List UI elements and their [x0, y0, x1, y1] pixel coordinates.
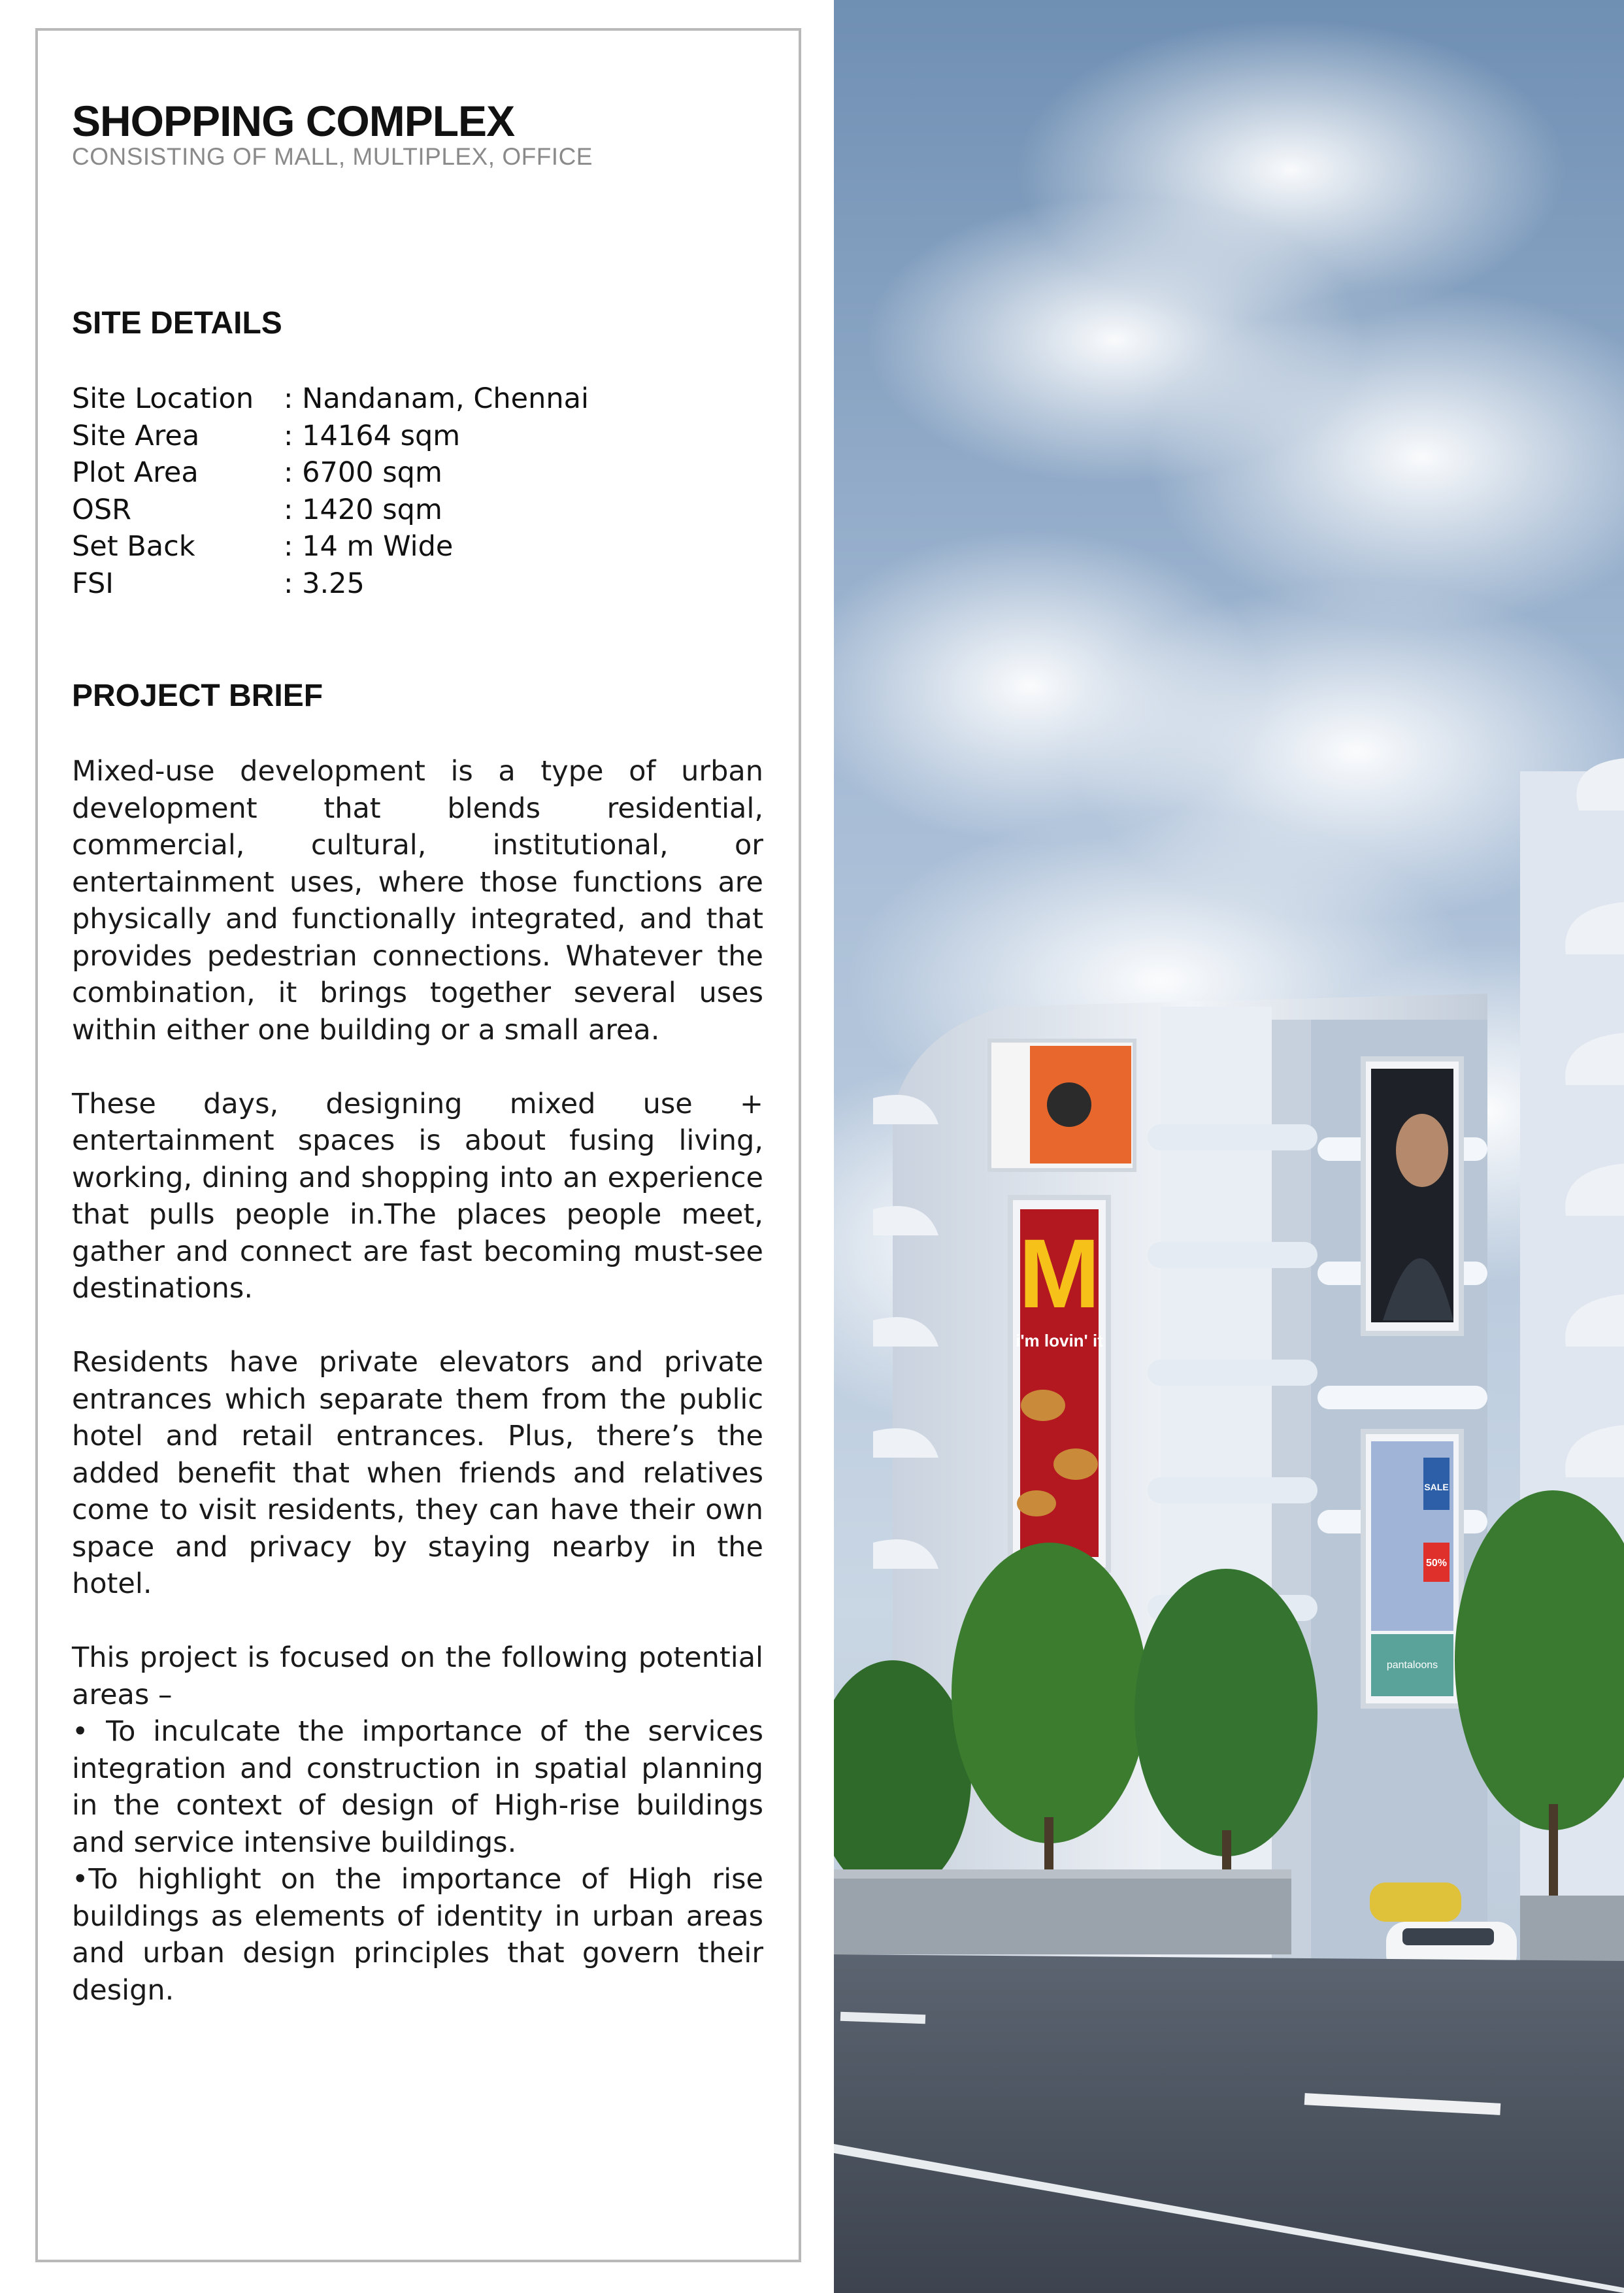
- mcdonalds-billboard: [1010, 1197, 1108, 1570]
- fsi-row: [72, 565, 725, 603]
- focus-bullet: • To inculcate the importance of the services integration and construction in spatial planning in the context of design of High-rise buildings and service intensive buildings.: [72, 1715, 763, 1859]
- detail-label: Plot Area: [72, 456, 199, 489]
- sale-label: SALE: [1424, 1482, 1449, 1492]
- detail-value: : 14 m Wide: [284, 530, 454, 563]
- brief-paragraph: Mixed-use development is a type of urban development that blends residential, commercial, cultural, institutional, or entertainment uses, where those functions are physically and functionally integrated, and that provides pedestrian connections. Whatever the combination, it brings together several uses within either one building or a small area.: [72, 755, 763, 1046]
- rendering-image: [834, 0, 1624, 2293]
- site-details-heading: SITE DETAILS: [72, 306, 282, 341]
- detail-label: OSR: [72, 493, 132, 526]
- mcdonalds-slogan: i'm lovin' it: [1016, 1331, 1103, 1350]
- brief-paragraph: These days, designing mixed use + entertainment spaces is about fusing living, working, dining and shopping into an experience that pulls people in.The places people meet, gather and connect are fast becoming must-see destinations.: [72, 1087, 763, 1305]
- detail-label: FSI: [72, 567, 114, 600]
- mcdonalds-logo: M: [1018, 1218, 1101, 1328]
- detail-value: : 6700 sqm: [284, 456, 442, 489]
- detail-value: : 1420 sqm: [284, 493, 442, 526]
- detail-label: Set Back: [72, 530, 195, 563]
- text-panel: [35, 28, 801, 2262]
- site-location-row: [72, 380, 725, 418]
- project-brief-body: [72, 753, 763, 2009]
- store-name: pantaloons: [1386, 1660, 1438, 1671]
- project-brief-heading: PROJECT BRIEF: [72, 678, 323, 713]
- site-details-table: [72, 380, 725, 602]
- set-back-row: [72, 528, 725, 565]
- detail-value: : 3.25: [284, 567, 365, 600]
- detail-value: : 14164 sqm: [284, 419, 461, 452]
- plot-area-row: [72, 454, 725, 492]
- page-title: SHOPPING COMPLEX: [72, 97, 515, 145]
- pantaloons-billboard: [1363, 1431, 1461, 1706]
- building-rendering: [834, 0, 1624, 2293]
- detail-value: : Nandanam, Chennai: [284, 382, 589, 415]
- detail-label: Site Area: [72, 419, 200, 452]
- brief-paragraph: Residents have private elevators and private entrances which separate them from the public hotel and retail entrances. Plus, there’s the added benefit that when friends and relatives come to visit residents, they can have their own space and privacy by staying nearby in the hotel.: [72, 1346, 763, 1600]
- focus-intro: This project is focused on the following potential areas –: [72, 1641, 763, 1711]
- road: [834, 1954, 1624, 2293]
- top-billboard: [989, 1041, 1135, 1170]
- site-area-row: [72, 418, 725, 455]
- discount-label: 50%: [1425, 1558, 1448, 1569]
- celebrity-billboard: [1363, 1059, 1461, 1333]
- page-subtitle: CONSISTING OF MALL, MULTIPLEX, OFFICE: [72, 143, 593, 170]
- detail-label: Site Location: [72, 382, 254, 415]
- osr-row: [72, 492, 725, 529]
- focus-bullet: •To highlight on the importance of High rise buildings as elements of identity in urban areas and urban design principles that govern their design.: [72, 1863, 763, 2007]
